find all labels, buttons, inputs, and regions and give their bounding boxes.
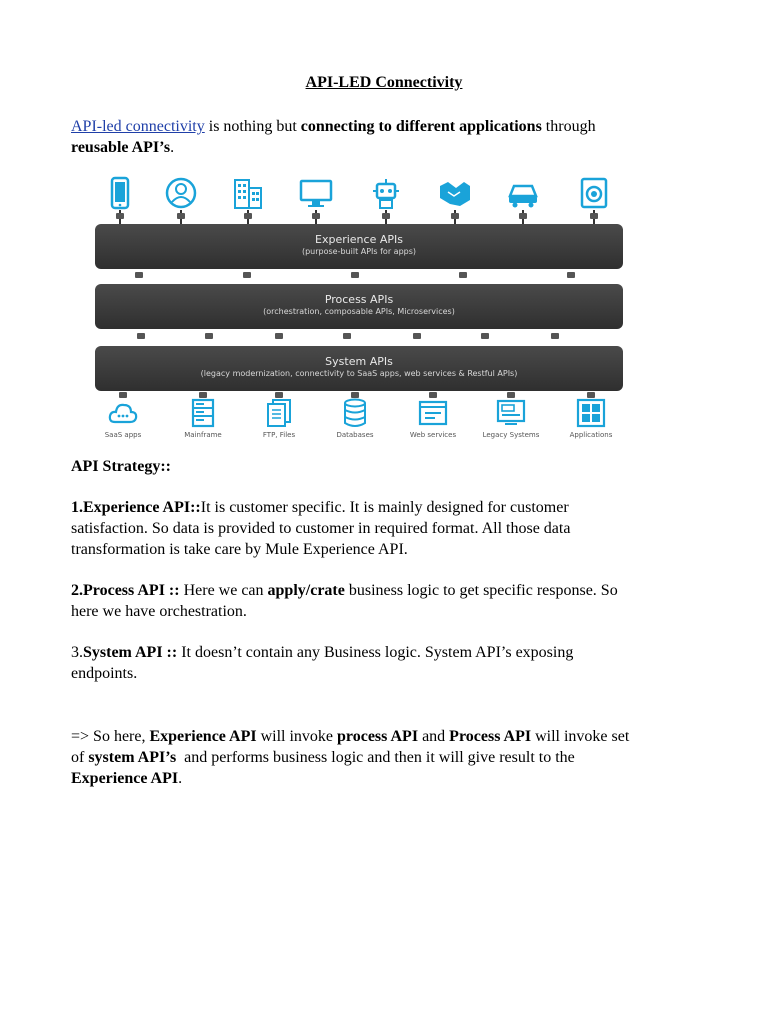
system-apis-layer: System APIs (legacy modernization, connectivity to SaaS apps, web services & Restful APIs) (95, 346, 623, 391)
label-web-services: Web services (409, 431, 457, 439)
api-led-link[interactable]: API-led connectivity (71, 118, 205, 135)
user-icon (164, 176, 198, 210)
experience-api-paragraph: 1.Experience API::It is customer specific. It is mainly designed for customer satisfaction. So data is provided to customer in required format. All those data transformation is take care by Mule Experience API. (71, 499, 571, 558)
database-icon (340, 398, 370, 428)
building-icon (231, 176, 265, 210)
label-legacy-systems: Legacy Systems (482, 431, 540, 439)
web-services-icon (418, 398, 448, 428)
mainframe-icon (188, 398, 218, 428)
mobile-icon (103, 176, 137, 210)
strategy-heading: API Strategy:: (71, 458, 171, 475)
api-led-diagram (95, 172, 623, 444)
device-icon (577, 176, 611, 210)
process-api-paragraph: 2.Process API :: Here we can apply/crate business logic to get specific response. So here we have orchestration. (71, 582, 618, 620)
monitor-icon (299, 176, 333, 210)
cloud-icon (108, 398, 138, 428)
system-api-paragraph: 3.System API :: It doesn’t contain any Business logic. System API’s exposing endpoints. (71, 644, 574, 682)
intro-paragraph: API-led connectivity is nothing but connecting to different applications through reusable API’s. (71, 118, 596, 156)
robot-icon (369, 176, 403, 210)
car-icon (506, 176, 540, 210)
label-databases: Databases (336, 431, 374, 439)
page-title: API-LED Connectivity (305, 74, 463, 91)
summary-paragraph: => So here, Experience API will invoke process API and Process API will invoke set of system API’s and performs business logic and then it will give result to the Experience API. (71, 728, 630, 787)
process-apis-layer: Process APIs (orchestration, composable APIs, Microservices) (95, 284, 623, 329)
label-ftp-files: FTP, Files (262, 431, 296, 439)
label-saas-apps: SaaS apps (104, 431, 142, 439)
legacy-systems-icon (496, 398, 526, 428)
applications-icon (576, 398, 606, 428)
files-icon (264, 398, 294, 428)
handshake-icon (438, 176, 472, 210)
label-mainframe: Mainframe (184, 431, 222, 439)
experience-apis-layer: Experience APIs (purpose-built APIs for apps) (95, 224, 623, 269)
label-applications: Applications (569, 431, 613, 439)
